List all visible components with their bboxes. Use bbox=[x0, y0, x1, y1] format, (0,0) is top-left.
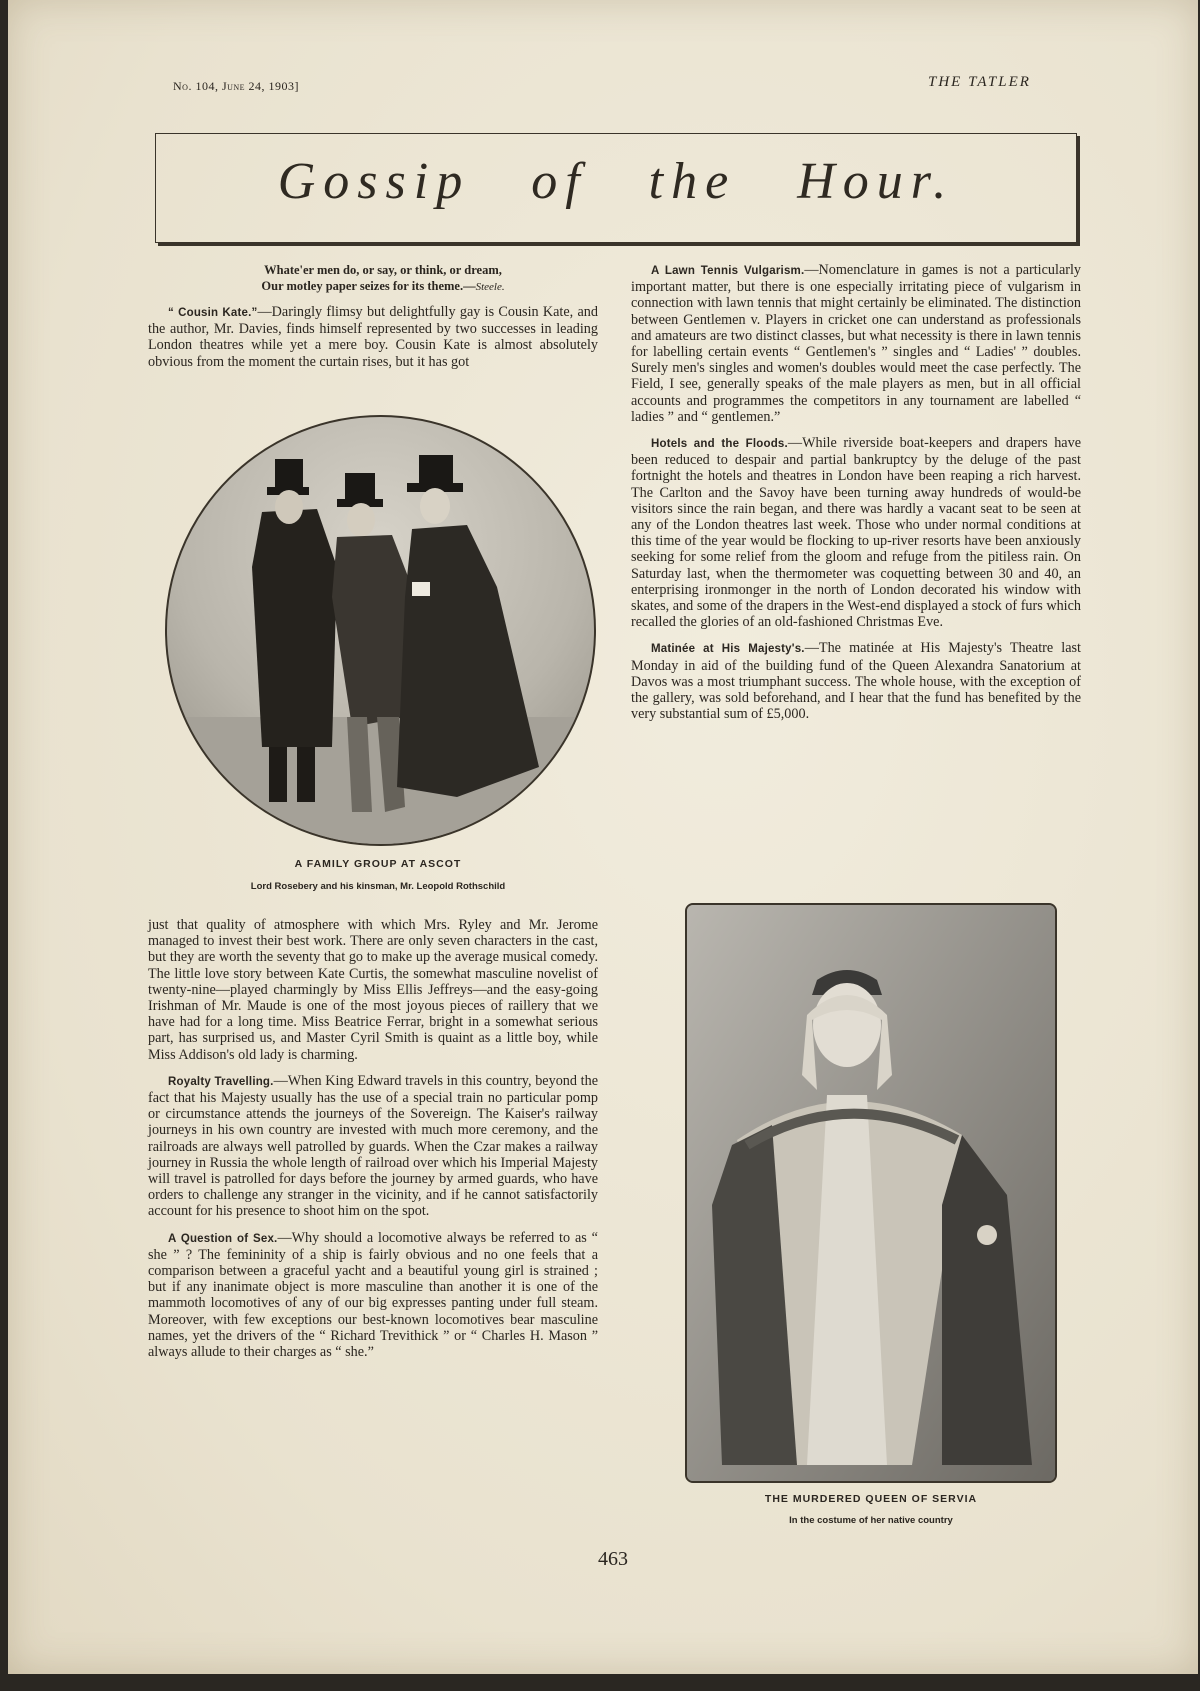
heading-royalty: Royalty Travelling. bbox=[168, 1075, 274, 1088]
matinee-text: —The matinée at His Majesty's Theatre last Monday in aid of the building fund of the Queen Alexandra Sanatorium at Davos was a most triumphant success. The whole house, with the exception of the gallery, was sold beforehand, and I hear that the fund has benefited by the very substantial sum of £5,000. bbox=[631, 640, 1081, 723]
heading-floods: Hotels and the Floods. bbox=[651, 438, 788, 451]
epigraph-attribution: Steele. bbox=[475, 281, 505, 293]
epigraph bbox=[163, 262, 603, 295]
page bbox=[8, 0, 1198, 1674]
heading-tennis: A Lawn Tennis Vulgarism. bbox=[651, 265, 805, 277]
article-matinee bbox=[631, 640, 1081, 722]
epigraph-line-1: Whate'er men do, or say, or think, or dream, bbox=[264, 263, 502, 277]
heading-matinee: Matinée at His Majesty's. bbox=[651, 643, 805, 656]
page-title: Gossip of the Hour. bbox=[277, 153, 955, 210]
article-royalty bbox=[148, 1073, 598, 1220]
ascot-caption-subtitle: Lord Rosebery and his kinsman, Mr. Leopold Rothschild bbox=[250, 881, 506, 892]
epigraph-line-2 bbox=[163, 278, 603, 295]
queen-caption-subtitle: In the costume of her native country bbox=[789, 1515, 953, 1526]
queen-photo-illustration bbox=[687, 905, 1055, 1481]
tennis-text: —Nomenclature in games is not a particularly important matter, but there is one especially irritating piece of vulgarism in connection with lawn tennis that might certainly be eliminated. The distinction between Gentlemen v. Players in cricket one can understand as professionals and amateurs are two distinct classes, but what necessity is there in lawn tennis for labelling certain events “ Gentlemen's ” singles and “ Ladies' ” doubles. Surely men's singles and women's doubles would meet the case perfectly. The Field, I see, generally speaks of the male players as men, but in all official accounts and programmes the competitors in any tournament are labelled “ ladies ” and “ gentlemen.” bbox=[631, 262, 1081, 425]
magazine-name: THE TATLER bbox=[928, 74, 1031, 90]
floods-text: —While riverside boat-keepers and drapers have been reduced to despair and partial bankruptcy by the deluge of the past fortnight the hotels and theatres in London have been reaping a rich harvest. The Carlton and the Savoy have been turning away hundreds of would-be visitors since the rain began, and there was hardly a vacant seat to be seen at any of the London theatres last week. Those who under normal conditions at this time of the year would be flocking to up-river resorts have been anxiously seeking for some relief from the gloom and refuge from the pitiless rain. On Saturday last, when the thermometer was coquetting between 30 and 40, an enterprising ironmonger in the north of London decorated his window with skates, and some of the drapers in the West-end displayed a stock of furs which recalled the glories of an old-fashioned Christmas Eve. bbox=[631, 435, 1081, 631]
left-column-lower bbox=[148, 917, 598, 1370]
ascot-caption-title: A FAMILY GROUP AT ASCOT bbox=[294, 858, 462, 870]
queen-caption-title: THE MURDERED QUEEN OF SERVIA bbox=[764, 1493, 978, 1505]
queen-portrait-photo bbox=[685, 903, 1057, 1483]
article-tennis bbox=[631, 262, 1081, 425]
sex-text: —Why should a locomotive always be referred to as “ she ” ? The femininity of a ship is fairly obvious and no one feels that a comparison between a graceful yacht and a beautiful young girl is strained ; but if any inanimate object is more masculine than another it is one of the mammoth locomotives of any of our big expresses panting under full steam. Moreover, with few exceptions our best-known locomotives bear masculine names, yet the drivers of the “ Richard Trevithick ” or “ Charles H. Mason ” always allude to their charges as “ she.” bbox=[148, 1229, 598, 1361]
article-cousin-kate-part1 bbox=[148, 304, 598, 380]
article-sex bbox=[148, 1230, 598, 1361]
issue-line: No. 104, June 24, 1903] bbox=[173, 79, 300, 93]
ascot-family-photo bbox=[165, 415, 596, 846]
article-floods bbox=[631, 435, 1081, 630]
royalty-text: —When King Edward travels in this country, beyond the fact that his Majesty usually has the use of a special train no particular pomp or circumstance attends the journeys of the Sovereign. The Kaiser's railway journeys in his own country are invested with much more ceremony, and the railroads are always well patrolled by guards. When the Czar makes a railway journey in Russia the whole length of railroad over which his Imperial Majesty will travel is patrolled for days before the journey by armed guards, who have orders to challenge any stranger in the vicinity, and if he cannot satisfactorily account for his presence to shoot him on the spot. bbox=[148, 1072, 598, 1220]
ascot-photo-illustration bbox=[167, 417, 594, 844]
heading-cousin-kate: “ Cousin Kate.” bbox=[168, 307, 258, 319]
heading-sex: A Question of Sex. bbox=[168, 1232, 278, 1245]
title-box bbox=[155, 133, 1077, 243]
cousin-kate-text-2: just that quality of atmosphere with which Mrs. Ryley and Mr. Jerome managed to invest their best work. There are only seven characters in the cast, but they are worth the seventy that go to make up the average musical comedy. The little love story between Kate Curtis, the somewhat masculine novelist of twenty-nine—played charmingly by Miss Ellis Jeffreys—and the easy-going Irishman of Mr. Maude is one of the most joyous pieces of raillery that we have had for a long time. Miss Beatrice Ferrar, bright in a somewhat serious part, has surprised us, and Master Cyril Smith is quaint as a little boy, while Miss Addison's old lady is charming. bbox=[148, 917, 598, 1063]
page-number: 463 bbox=[598, 1548, 628, 1570]
cousin-kate-text-1: —Daringly flimsy but delightfully gay is Cousin Kate, and the author, Mr. Davies, finds himself represented by two successes in leading London theatres while yet a mere boy. Cousin Kate is almost absolutely obvious from the moment the curtain rises, but it has got bbox=[148, 304, 598, 370]
right-column bbox=[631, 262, 1081, 732]
epigraph-line-2-text: Our motley paper seizes for its theme.— bbox=[261, 279, 476, 293]
